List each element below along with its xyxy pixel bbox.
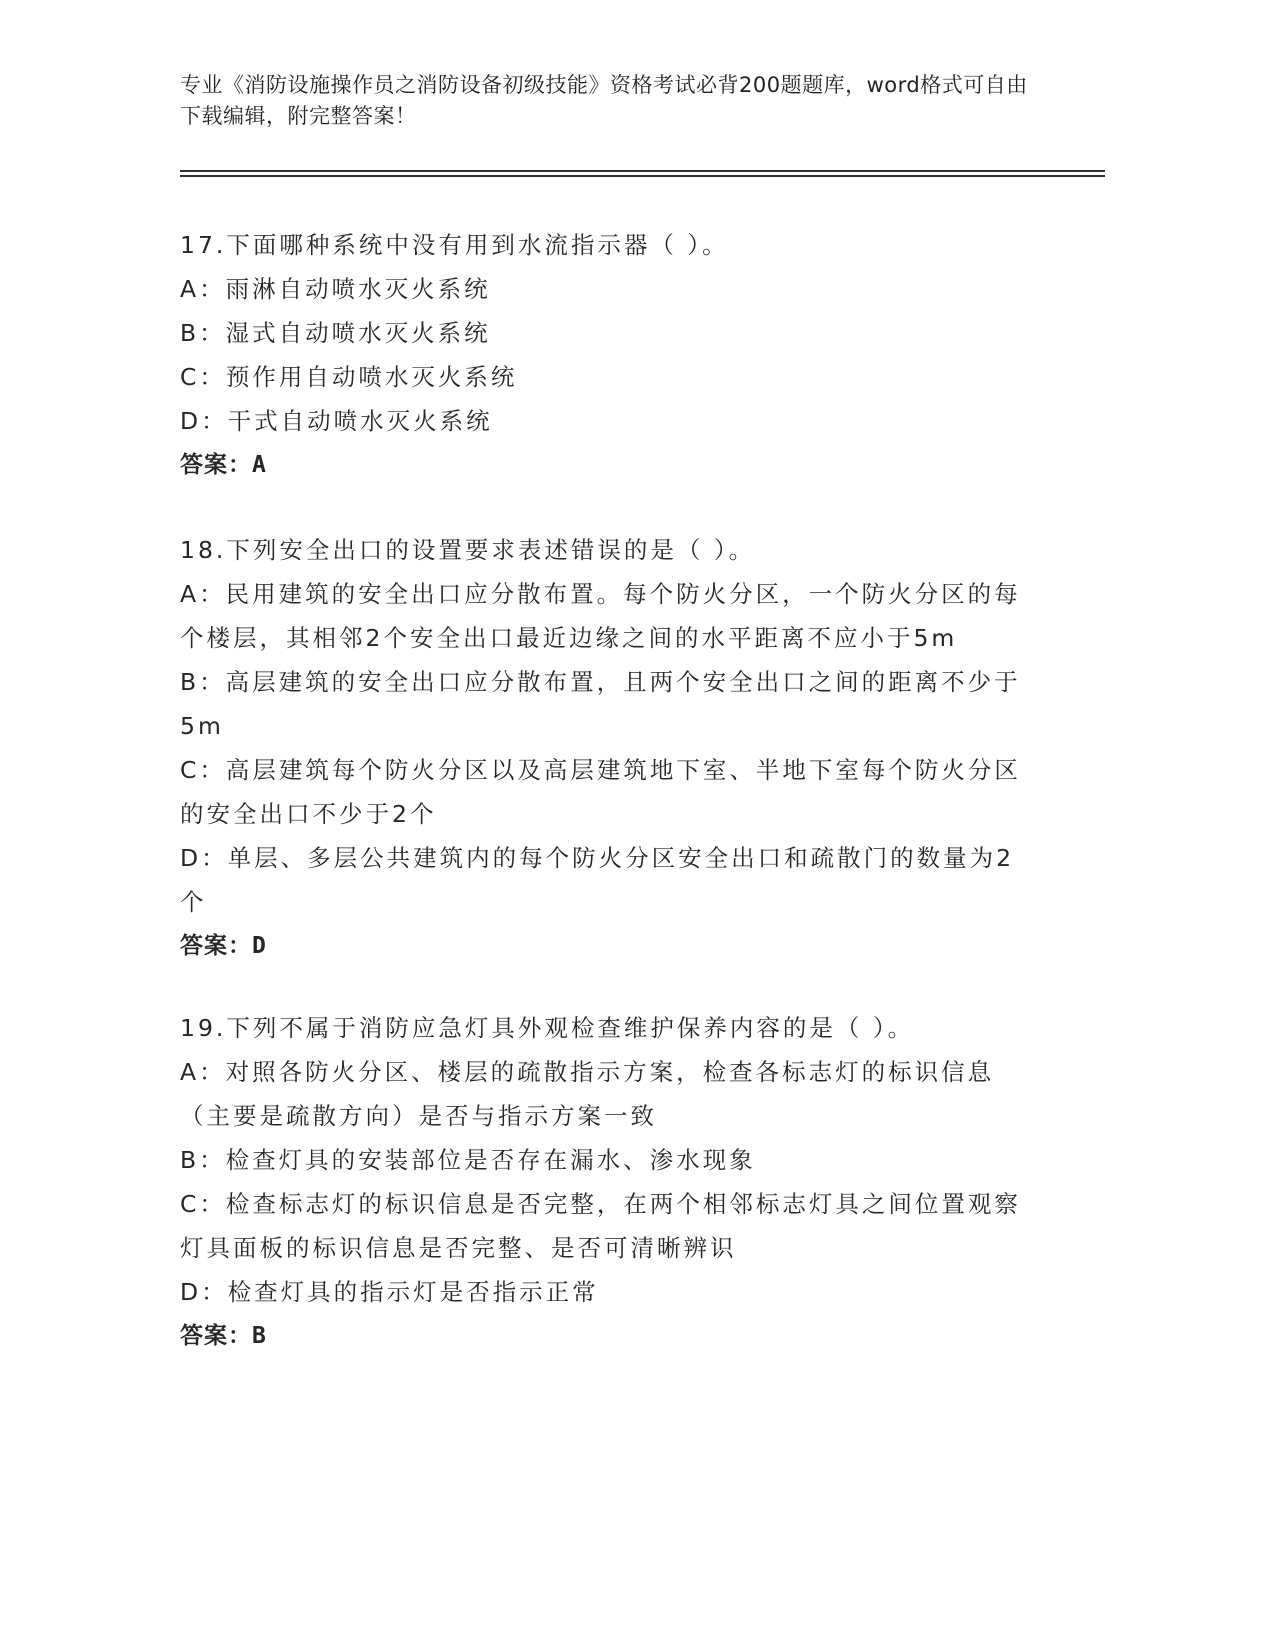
option-d: D：干式自动喷水灭火系统 xyxy=(180,407,493,435)
question-18 xyxy=(180,528,1030,968)
option-c: C：预作用自动喷水灭火系统 xyxy=(180,363,518,391)
option-b: B：高层建筑的安全出口应分散布置，且两个安全出口之间的距离不少于5m xyxy=(180,668,1021,740)
header-divider-bottom xyxy=(180,175,1105,177)
question-19 xyxy=(180,1006,1030,1358)
option-b: B：湿式自动喷水灭火系统 xyxy=(180,319,491,347)
option-b: B：检查灯具的安装部位是否存在漏水、渗水现象 xyxy=(180,1146,756,1174)
option-a: A：雨淋自动喷水灭火系统 xyxy=(180,275,491,303)
option-d: D：单层、多层公共建筑内的每个防火分区安全出口和疏散门的数量为2个 xyxy=(180,844,1015,916)
question-stem: 19.下列不属于消防应急灯具外观检查维护保养内容的是（ ）。 xyxy=(180,1014,915,1042)
option-c: C：检查标志灯的标识信息是否完整，在两个相邻标志灯具之间位置观察灯具面板的标识信息是否完整、是否可清晰辨识 xyxy=(180,1190,1021,1262)
option-a: A：民用建筑的安全出口应分散布置。每个防火分区，一个防火分区的每个楼层，其相邻2个安全出口最近边缘之间的水平距离不应小于5m xyxy=(180,580,1021,652)
header-divider-top xyxy=(180,170,1105,172)
question-17 xyxy=(180,223,1030,487)
document-intro: 专业《消防设施操作员之消防设备初级技能》资格考试必背200题题库，word格式可自由下载编辑，附完整答案！ xyxy=(180,73,1028,128)
answer-label: 答案：A xyxy=(180,452,267,478)
question-stem: 17.下面哪种系统中没有用到水流指示器（ ）。 xyxy=(180,231,729,259)
question-stem: 18.下列安全出口的设置要求表述错误的是（ ）。 xyxy=(180,536,756,564)
answer-label: 答案：B xyxy=(180,1323,267,1349)
option-a: A：对照各防火分区、楼层的疏散指示方案，检查各标志灯的标识信息（主要是疏散方向）是否与指示方案一致 xyxy=(180,1058,995,1130)
option-c: C：高层建筑每个防火分区以及高层建筑地下室、半地下室每个防火分区的安全出口不少于2个 xyxy=(180,756,1021,828)
answer-label: 答案：D xyxy=(180,933,267,959)
option-d: D：检查灯具的指示灯是否指示正常 xyxy=(180,1278,599,1306)
